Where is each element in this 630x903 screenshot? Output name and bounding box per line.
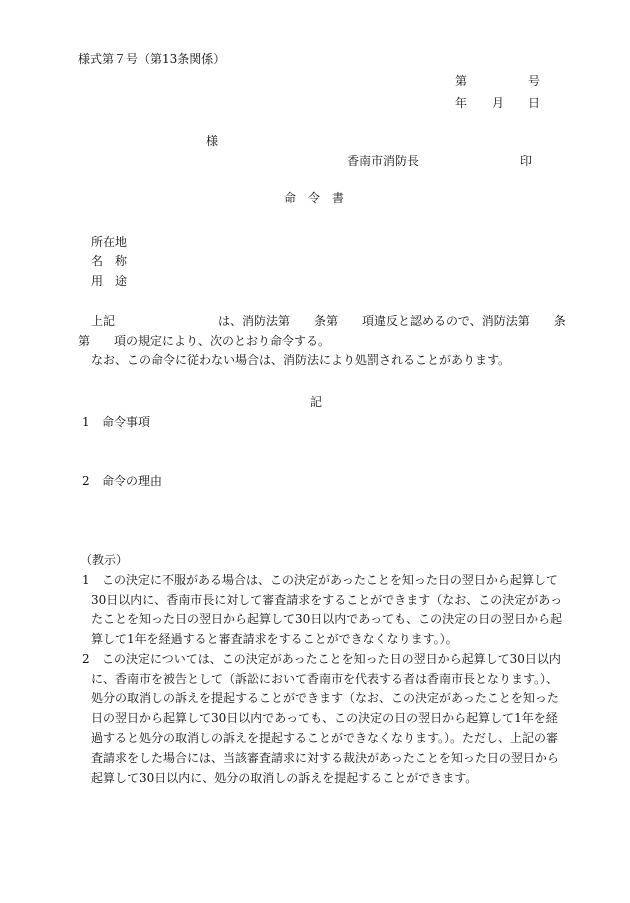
item-number-1: 1 [82,415,90,429]
date-day: 日 [528,96,541,110]
document-number-prefix: 第 [455,74,468,88]
notice-item-1-line: たことを知った日の翌日から起算して30日以内であっても、この決定の日の翌日から起 [91,612,563,626]
body-joki: 上記 [91,314,116,328]
field-label-name: 名 称 [91,254,128,268]
item-label-order: 命令事項 [102,415,151,429]
notice-item-number-2: 2 [82,652,90,666]
notice-item-number-1: 1 [82,573,90,587]
form-label: 様式第７号（第13条関係） [78,52,226,66]
body-paragraph-1: は、消防法第 条第 項違反と認めるので、消防法第 条 [218,314,566,328]
ki-heading: 記 [310,395,323,409]
notice-item-2-line: 起算して30日以内に、処分の取消しの訴えを提起することができます。 [91,771,478,785]
body-paragraph-2: なお、この命令に従わない場合は、消防法により処罰されることがあります。 [91,353,511,367]
document-number-suffix: 号 [528,74,541,88]
body-paragraph-1-line-2: 第 項の規定により、次のとおり命令する。 [78,334,331,348]
item-label-reason: 命令の理由 [102,474,163,488]
seal-mark: 印 [520,154,533,168]
item-number-2: 2 [82,474,90,488]
field-label-location: 所在地 [91,235,128,249]
notice-item-2-line: 日の翌日から起算して30日以内であっても、この決定の日の翌日から起算して1年を経 [91,711,558,725]
notice-heading: （教示） [80,553,129,567]
date-month: 月 [492,96,505,110]
notice-item-2-line: に、香南市を被告として（訴訟において香南市を代表する者は香南市長となります。）、 [91,672,559,686]
notice-item-1-line: 算して1年を経過すると審査請求をすることができなくなります。）。 [91,632,458,646]
notice-item-1-line: この決定に不服がある場合は、この決定があったことを知った日の翌日から起算して [102,573,558,587]
issuer-name: 香南市消防長 [347,154,420,168]
date-year: 年 [455,96,468,110]
notice-item-2-line: この決定については、この決定があったことを知った日の翌日から起算して30日以内 [102,652,561,666]
notice-item-2-line: 過すると処分の取消しの訴えを提起することができなくなります。）。ただし、上記の審 [91,731,559,745]
addressee-honorific: 様 [206,134,219,148]
field-label-use: 用 途 [91,274,128,288]
notice-item-1-line: 30日以内に、香南市長に対して審査請求をすることができます（なお、この決定があっ [91,593,563,607]
document-title: 命 令 書 [284,191,345,205]
notice-item-2-line: 処分の取消しの訴えを提起することができます（なお、この決定があったことを知った [91,691,559,705]
notice-item-2-line: 査請求をした場合には、当該審査請求に対する裁決があったことを知った日の翌日から [91,751,559,765]
